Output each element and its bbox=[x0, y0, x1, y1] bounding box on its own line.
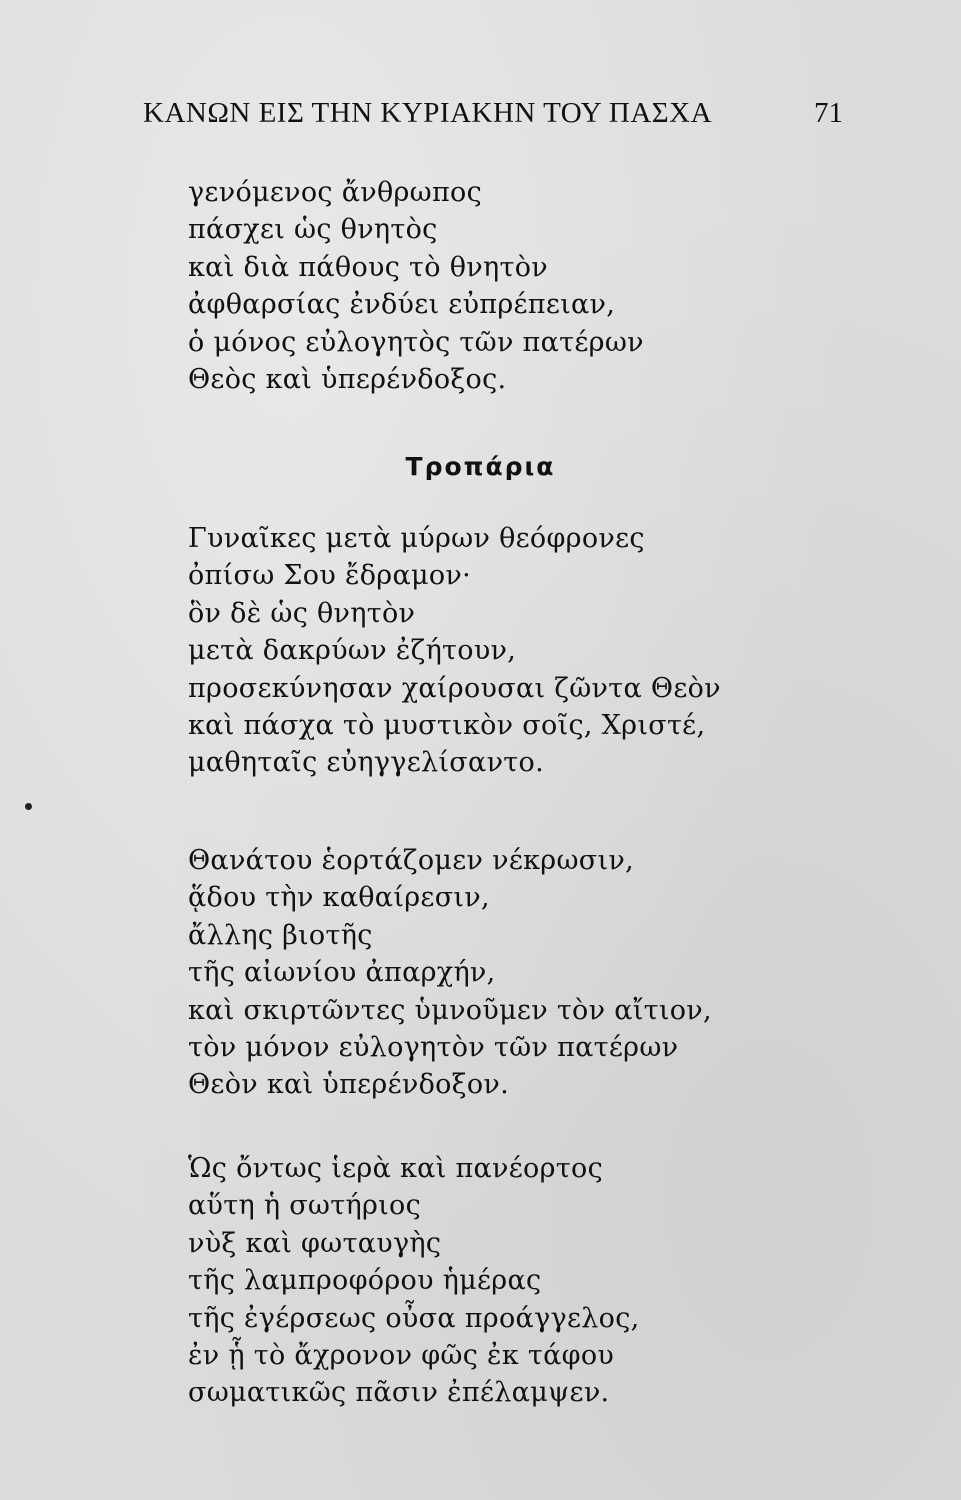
verse-line: Ὡς ὄντως ἱερὰ καὶ πανέορτος bbox=[188, 1153, 603, 1184]
verse-line: ἀφθαρσίας ἐνδύει εὐπρέπειαν, bbox=[188, 289, 616, 321]
verse-line: ᾅδου τὴν καθαίρεσιν, bbox=[188, 882, 490, 914]
section-heading: Τροπάρια bbox=[405, 452, 556, 481]
stanza-3 bbox=[188, 842, 712, 1104]
verse-line: τῆς ἐγέρσεως οὖσα προάγγελος, bbox=[188, 1302, 640, 1334]
stanza-1 bbox=[188, 174, 644, 398]
verse-line: Θεὸν καὶ ὑπερένδοξον. bbox=[188, 1069, 510, 1101]
verse-line: τὸν μόνον εὐλογητὸν τῶν πατέρων bbox=[188, 1032, 679, 1064]
verse-line: καὶ διὰ πάθους τὸ θνητὸν bbox=[188, 251, 548, 283]
verse-line: Θεὸς καὶ ὑπερένδοξος. bbox=[188, 364, 507, 396]
verse-line: τῆς αἰωνίου ἀπαρχήν, bbox=[188, 957, 496, 989]
stanza-2 bbox=[188, 520, 721, 782]
verse-line: γενόμενος ἄνθρωπος bbox=[188, 177, 483, 208]
verse-line: πάσχει ὡς θνητὸς bbox=[188, 214, 438, 246]
verse-line: ὃν δὲ ὡς θνητὸν bbox=[188, 597, 416, 629]
verse-line: Γυναῖκες μετὰ μύρων θεόφρονες bbox=[188, 523, 645, 554]
verse-line: τῆς λαμπροφόρου ἡμέρας bbox=[188, 1265, 542, 1297]
verse-line: αὕτη ἡ σωτήριος bbox=[188, 1190, 421, 1222]
stanza-4 bbox=[188, 1150, 640, 1412]
verse-line: μετὰ δακρύων ἐζήτουν, bbox=[188, 635, 517, 667]
print-speck bbox=[25, 803, 32, 810]
running-head bbox=[143, 97, 843, 137]
verse-line: προσεκύνησαν χαίρουσαι ζῶντα Θεὸν bbox=[188, 672, 721, 704]
verse-line: Θανάτου ἑορτάζομεν νέκρωσιν, bbox=[188, 845, 634, 876]
verse-line: ἄλλης βιοτῆς bbox=[188, 919, 373, 951]
verse-line: ἐν ᾗ τὸ ἄχρονον φῶς ἐκ τάφου bbox=[188, 1340, 615, 1372]
verse-line: καὶ πάσχα τὸ μυστικὸν σοῖς, Χριστέ, bbox=[188, 710, 706, 742]
verse-line: ὁ μόνος εὐλογητὸς τῶν πατέρων bbox=[188, 326, 644, 358]
verse-line: σωματικῶς πᾶσιν ἐπέλαμψεν. bbox=[188, 1377, 610, 1409]
verse-line: ὀπίσω Σου ἔδραμον· bbox=[188, 560, 472, 592]
verse-line: καὶ σκιρτῶντες ὑμνοῦμεν τὸν αἴτιον, bbox=[188, 994, 712, 1026]
running-title: ΚΑΝΩΝ ΕΙΣ ΤΗΝ ΚΥΡΙΑΚΗΝ ΤΟΥ ΠΑΣΧΑ bbox=[143, 97, 713, 129]
page-number: 71 bbox=[814, 97, 843, 129]
verse-line: μαθηταῖς εὐηγγελίσαντο. bbox=[188, 747, 544, 779]
verse-line: νὺξ καὶ φωταυγὴς bbox=[188, 1227, 442, 1259]
